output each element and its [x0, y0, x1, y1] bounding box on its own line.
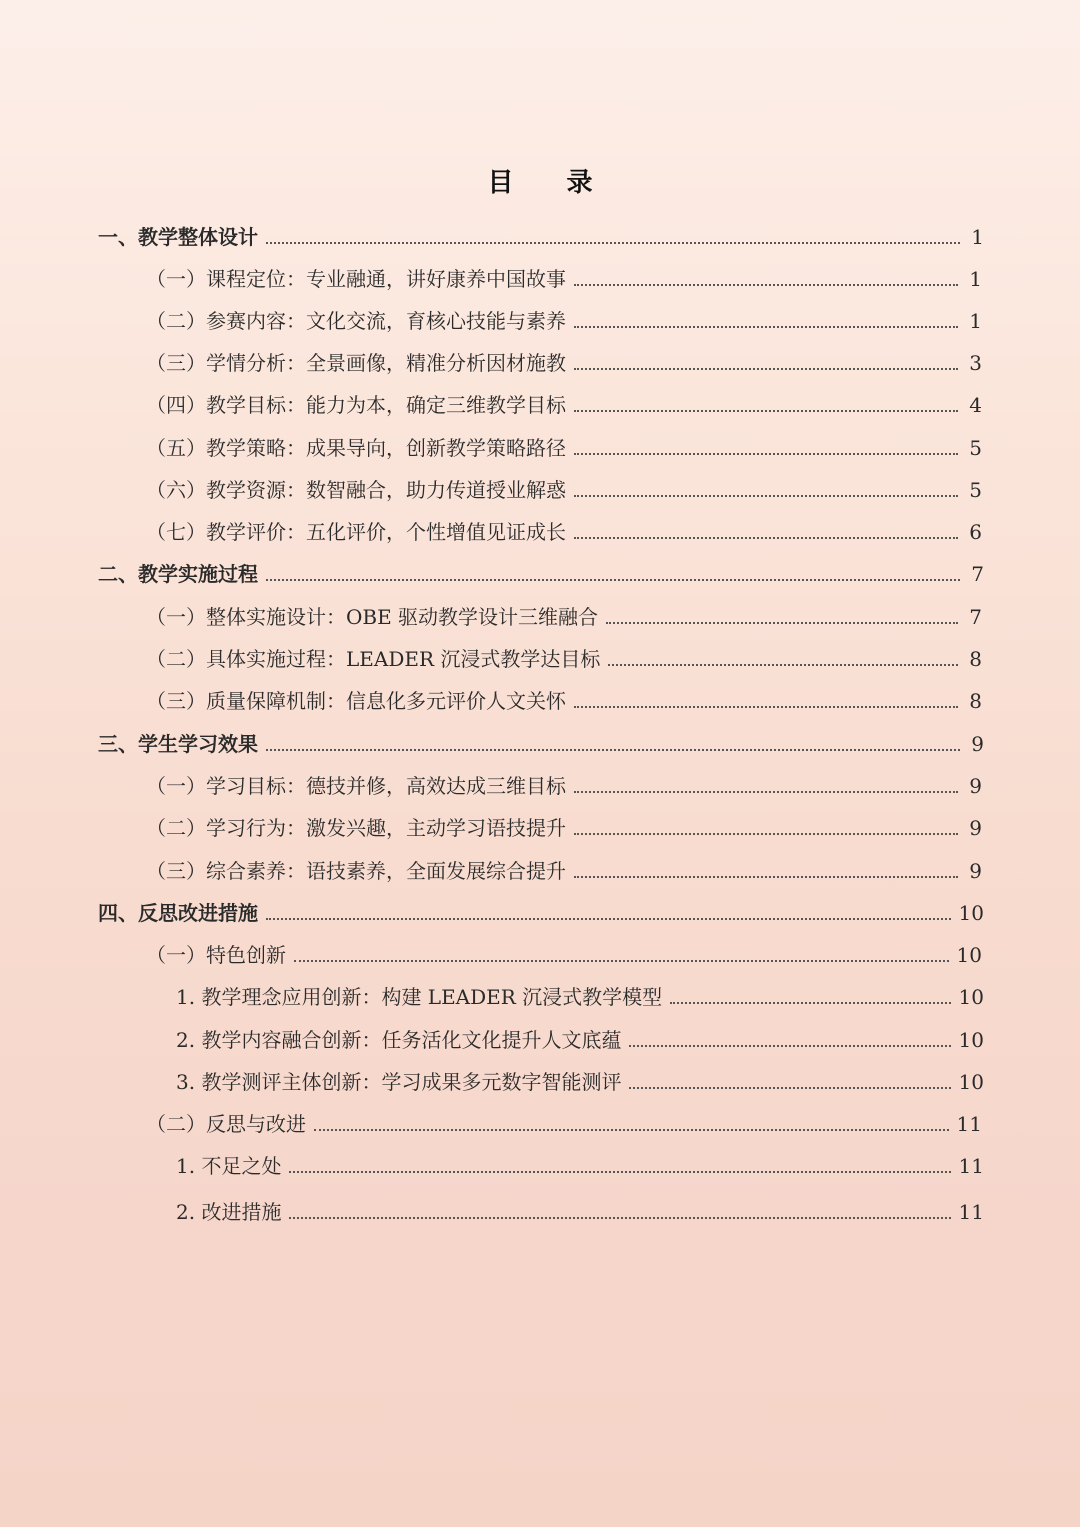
toc-leader-dots	[574, 876, 958, 878]
toc-entry-page-number: 9	[969, 816, 982, 840]
toc-entry[interactable]	[146, 771, 982, 801]
toc-entry-page-number: 10	[958, 985, 984, 1009]
toc-entry-label: 2. 改进措施	[176, 1200, 282, 1224]
toc-leader-dots	[266, 242, 960, 244]
toc-entry-page-number: 1	[971, 225, 984, 249]
toc-entry-page-number: 11	[956, 1112, 982, 1136]
toc-entry-page-number: 10	[958, 1070, 984, 1094]
toc-entry-label: （三）质量保障机制：信息化多元评价人文关怀	[146, 689, 566, 713]
toc-title: 目 录	[487, 168, 615, 198]
toc-entry-page-number: 11	[958, 1200, 984, 1224]
toc-entry[interactable]	[146, 475, 982, 505]
toc-entry-label: （二）参赛内容：文化交流，育核心技能与素养	[146, 309, 566, 333]
toc-leader-dots	[574, 410, 958, 412]
toc-entry-label: 1. 教学理念应用创新：构建 LEADER 沉浸式教学模型	[176, 985, 663, 1009]
toc-entry[interactable]	[146, 856, 982, 886]
toc-entry-label: 四、反思改进措施	[98, 901, 258, 925]
toc-entry-page-number: 8	[969, 647, 982, 671]
toc-leader-dots	[314, 1129, 949, 1131]
toc-entry[interactable]	[146, 940, 982, 970]
toc-entry-label: （七）教学评价：五化评价，个性增值见证成长	[146, 520, 566, 544]
toc-leader-dots	[289, 1217, 950, 1219]
toc-entry[interactable]	[98, 559, 984, 589]
toc-entry[interactable]	[146, 1109, 982, 1139]
toc-leader-dots	[574, 326, 958, 328]
toc-leader-dots	[629, 1045, 950, 1047]
toc-entry[interactable]	[176, 1025, 984, 1055]
toc-entry-page-number: 4	[969, 393, 982, 417]
toc-entry-label: （一）学习目标：德技并修，高效达成三维目标	[146, 774, 566, 798]
toc-entry[interactable]	[98, 729, 984, 759]
toc-entry[interactable]	[176, 1151, 984, 1181]
toc-entry-label: （一）整体实施设计：OBE 驱动教学设计三维融合	[146, 605, 599, 629]
toc-leader-dots	[574, 791, 958, 793]
toc-entry-page-number: 1	[969, 267, 982, 291]
toc-entry-label: （三）学情分析：全景画像，精准分析因材施教	[146, 351, 566, 375]
toc-entry-page-number: 9	[971, 732, 984, 756]
toc-entry-page-number: 5	[969, 478, 982, 502]
toc-leader-dots	[574, 368, 958, 370]
toc-entry-label: （一）特色创新	[146, 943, 286, 967]
toc-entry[interactable]	[146, 264, 982, 294]
toc-entry[interactable]	[98, 222, 984, 252]
toc-leader-dots	[574, 453, 958, 455]
toc-entry[interactable]	[146, 433, 982, 463]
toc-entry[interactable]	[146, 306, 982, 336]
toc-entry-page-number: 1	[969, 309, 982, 333]
toc-entry-page-number: 9	[969, 774, 982, 798]
toc-entry[interactable]	[98, 898, 984, 928]
toc-entry[interactable]	[146, 517, 982, 547]
toc-entry[interactable]	[146, 644, 982, 674]
toc-entry[interactable]	[176, 1067, 984, 1097]
toc-entry[interactable]	[146, 686, 982, 716]
toc-leader-dots	[266, 579, 960, 581]
toc-entry-page-number: 7	[971, 562, 984, 586]
toc-entry-page-number: 5	[969, 436, 982, 460]
toc-entry[interactable]	[146, 602, 982, 632]
toc-leader-dots	[266, 918, 951, 920]
toc-leader-dots	[574, 537, 958, 539]
toc-entry-page-number: 8	[969, 689, 982, 713]
toc-entry[interactable]	[176, 982, 984, 1012]
toc-entry-label: （六）教学资源：数智融合，助力传道授业解惑	[146, 478, 566, 502]
toc-entry[interactable]	[176, 1197, 984, 1227]
toc-leader-dots	[629, 1087, 950, 1089]
toc-entry-label: （四）教学目标：能力为本，确定三维教学目标	[146, 393, 566, 417]
toc-entry-page-number: 3	[969, 351, 982, 375]
toc-leader-dots	[574, 284, 958, 286]
toc-entry-label: （五）教学策略：成果导向，创新教学策略路径	[146, 436, 566, 460]
toc-entry[interactable]	[146, 348, 982, 378]
toc-entry-label: （一）课程定位：专业融通，讲好康养中国故事	[146, 267, 566, 291]
toc-leader-dots	[574, 495, 958, 497]
toc-leader-dots	[606, 622, 958, 624]
toc-entry-page-number: 11	[958, 1154, 984, 1178]
toc-entry-page-number: 6	[969, 520, 982, 544]
toc-entry-label: 一、教学整体设计	[98, 225, 258, 249]
toc-entry-page-number: 9	[969, 859, 982, 883]
toc-leader-dots	[289, 1171, 950, 1173]
toc-entry-label: 1. 不足之处	[176, 1154, 282, 1178]
toc-entry[interactable]	[146, 813, 982, 843]
toc-leader-dots	[294, 960, 949, 962]
toc-entry[interactable]	[146, 390, 982, 420]
toc-entry-label: （二）学习行为：激发兴趣，主动学习语技提升	[146, 816, 566, 840]
toc-leader-dots	[608, 664, 958, 666]
toc-entry-label: 二、教学实施过程	[98, 562, 258, 586]
toc-entry-label: 三、学生学习效果	[98, 732, 258, 756]
toc-entry-label: 3. 教学测评主体创新：学习成果多元数字智能测评	[176, 1070, 622, 1094]
toc-entry-label: （三）综合素养：语技素养，全面发展综合提升	[146, 859, 566, 883]
toc-entry-page-number: 10	[958, 1028, 984, 1052]
toc-entry-label: 2. 教学内容融合创新：任务活化文化提升人文底蕴	[176, 1028, 622, 1052]
toc-entry-label: （二）反思与改进	[146, 1112, 306, 1136]
toc-entry-page-number: 10	[956, 943, 982, 967]
toc-leader-dots	[574, 706, 958, 708]
toc-entry-page-number: 7	[969, 605, 982, 629]
toc-leader-dots	[266, 749, 960, 751]
toc-entry-page-number: 10	[958, 901, 984, 925]
toc-leader-dots	[670, 1002, 950, 1004]
toc-leader-dots	[574, 833, 958, 835]
toc-entry-label: （二）具体实施过程：LEADER 沉浸式教学达目标	[146, 647, 601, 671]
